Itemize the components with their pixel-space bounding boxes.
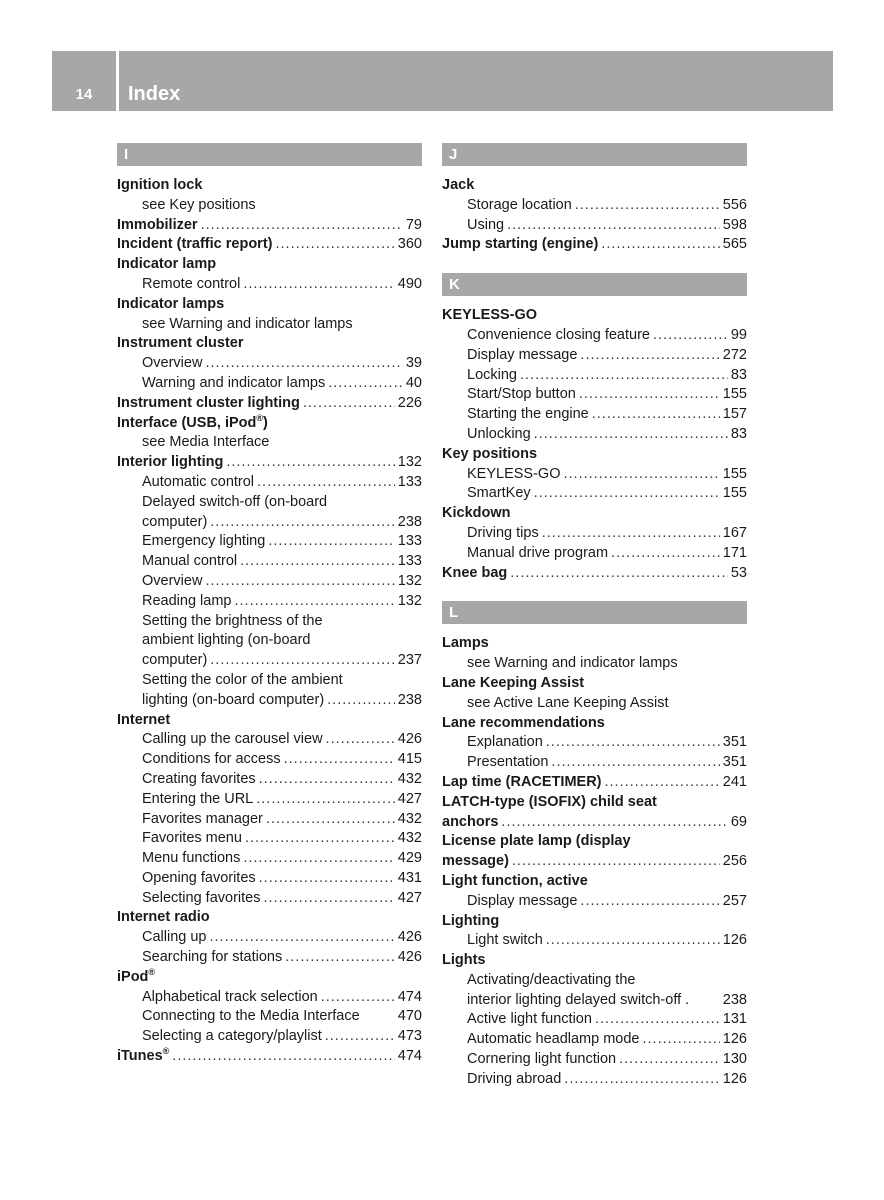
entry-term: Presentation [467,754,549,771]
index-subentry [117,1007,422,1027]
index-subentry [442,196,747,216]
entry-term: Warning and indicator lamps [142,374,326,391]
entry-term: Locking [467,366,517,383]
dot-leader [263,889,394,909]
entry-term: Using [467,216,505,233]
page-ref: 171 [722,544,747,561]
index-subentry [442,892,747,912]
dot-leader [534,484,720,504]
entry-term: Overview [142,355,203,372]
page-ref: 131 [722,1011,747,1028]
entry-term: Display message [467,892,578,909]
page-ref: 132 [397,592,422,609]
page-ref: 155 [722,386,747,403]
index-entry [442,912,747,932]
page-ref: 79 [405,216,422,233]
entry-term: Connecting to the Media Interface [142,1008,360,1025]
index-subentry [117,631,422,651]
index-subentry [117,671,422,691]
index-subentry [117,354,422,374]
entry-term: Active light function [467,1011,592,1028]
entry-term: Ignition lock [117,177,203,193]
entry-term: computer) [142,652,208,669]
index-entry [442,504,747,524]
entry-term: Searching for stations [142,949,283,966]
index-entry [117,1047,422,1067]
index-subentry [442,425,747,445]
index-entry [117,908,422,928]
index-entry [117,414,422,434]
index-entry [117,334,422,354]
index-entry [117,216,422,236]
index-subentry [117,612,422,632]
dot-leader [619,1050,720,1070]
dot-leader [546,931,720,951]
page-ref: 257 [722,892,747,909]
dot-leader [601,235,720,255]
dot-leader [256,790,395,810]
page-ref: 167 [722,524,747,541]
page-ref: 226 [397,394,422,411]
index-entry [442,445,747,465]
dot-leader [564,1070,719,1090]
page-ref: 427 [397,790,422,807]
entry-term: Instrument cluster lighting [117,394,300,411]
index-subentry [117,572,422,592]
entry-term: Opening favorites [142,869,256,886]
dot-leader [643,1030,720,1050]
dot-leader [579,385,720,405]
entry-term: Remote control [142,275,241,292]
entry-term: Lap time (RACETIMER) [442,773,602,790]
page-ref: 241 [722,773,747,790]
dot-leader [327,691,395,711]
entry-term: Light function, active [442,872,588,889]
dot-leader [234,592,394,612]
dot-leader [243,275,394,295]
dot-leader [592,405,720,425]
page-ref: 238 [722,991,747,1008]
index-subentry [442,654,747,674]
entry-term: LATCH-type (ISOFIX) child seat [442,793,657,810]
index-subentry [117,374,422,394]
index-column-left [117,143,422,1067]
page-ref: 473 [397,1028,422,1045]
entry-term: iPod® [117,967,156,985]
entry-term: Explanation [467,734,543,751]
index-subentry [117,473,422,493]
page-header [52,51,833,111]
index-entry [117,176,422,196]
index-entry [117,711,422,731]
entry-term: Automatic headlamp mode [467,1031,640,1048]
index-subentry [117,849,422,869]
index-subentry [442,326,747,346]
page-ref: 157 [722,406,747,423]
page-ref: 238 [397,513,422,530]
entry-term: Lamps [442,635,489,652]
dot-leader [243,849,394,869]
index-subentry [442,216,747,236]
index-entry [442,674,747,694]
index-entry [117,295,422,315]
dot-leader [551,753,719,773]
index-subentry [442,346,747,366]
page-number: 14 [75,86,93,103]
index-subentry [117,790,422,810]
dot-leader [268,532,394,552]
entry-term: KEYLESS-GO [442,307,538,324]
entry-term: Emergency lighting [142,533,266,550]
entry-term: Reading lamp [142,592,232,609]
index-subentry [442,544,747,564]
entry-term: Setting the brightness of the [142,612,323,629]
page-ref: 256 [722,853,747,870]
index-entry [442,773,747,793]
entry-term: Alphabetical track selection [142,988,318,1005]
page-ref: 415 [397,751,422,768]
page-ref: 598 [722,216,747,233]
index-subentry [117,275,422,295]
entry-term: iTunes® [117,1046,170,1065]
index-entry [442,306,747,326]
entry-term: Interface (USB, iPod®) [117,412,268,431]
dot-leader [226,453,394,473]
entry-term: computer) [142,513,208,530]
index-subentry [117,1027,422,1047]
index-subentry [442,694,747,714]
dot-leader [210,928,395,948]
page-ref: 99 [730,326,747,343]
entry-term: Lane recommendations [442,714,605,731]
entry-term: interior lighting delayed switch-off . [467,991,690,1008]
dot-leader [240,552,395,572]
section-header-i: I [117,143,422,166]
page-ref: 133 [397,533,422,550]
index-subentry [117,988,422,1008]
page-ref: 238 [397,691,422,708]
index-subentry [442,405,747,425]
page-ref: 429 [397,850,422,867]
index-subentry [117,651,422,671]
index-subentry [442,1070,747,1090]
dot-leader [284,750,395,770]
dot-leader [275,235,394,255]
entry-term: Starting the engine [467,406,589,423]
index-subentry [442,366,747,386]
entry-term: Delayed switch-off (on-board [142,493,328,510]
page-ref: 133 [397,553,422,570]
index-subentry [442,524,747,544]
entry-term: Immobilizer [117,216,198,233]
entry-term: see Key positions [142,196,256,213]
entry-term: Knee bag [442,564,508,581]
entry-term: Interior lighting [117,454,224,471]
entry-term: Selecting a category/playlist [142,1028,322,1045]
index-subentry [117,928,422,948]
entry-term: Setting the color of the ambient [142,671,343,688]
entry-term: Entering the URL [142,790,254,807]
dot-leader [210,513,395,533]
page-ref: 130 [722,1051,747,1068]
index-subentry [117,948,422,968]
entry-term: Creating favorites [142,770,256,787]
dot-leader [205,354,402,374]
index-entry [117,235,422,255]
page-ref: 126 [722,932,747,949]
entry-term: Lighting [442,912,500,929]
index-entry [117,968,422,988]
index-entry [442,951,747,971]
entry-term: Indicator lamp [117,256,217,273]
dot-leader [201,216,403,236]
dot-leader [303,394,395,414]
dot-leader [326,730,395,750]
entry-term: Lights [442,952,486,969]
entry-term: Display message [467,346,578,363]
index-subentry [117,810,422,830]
entry-term: Cornering light function [467,1051,617,1068]
entry-term: Automatic control [142,473,255,490]
index-entry [117,453,422,473]
entry-term: message) [442,853,509,870]
dot-leader [512,852,720,872]
entry-term: KEYLESS-GO [467,465,561,482]
index-subentry [442,931,747,951]
index-subentry [442,1030,747,1050]
index-subentry [117,315,422,335]
page-ref: 272 [722,346,747,363]
section-header-l: L [442,601,747,624]
entry-term: Activating/deactivating the [467,971,636,988]
dot-leader [510,564,728,584]
page-ref: 351 [722,734,747,751]
page-ref: 432 [397,830,422,847]
entry-term: Kickdown [442,505,511,522]
page-ref: 470 [397,1008,422,1025]
index-subentry [117,493,422,513]
dot-leader [542,524,720,544]
index-subentry [117,592,422,612]
dot-leader [611,544,720,564]
entry-term: Incident (traffic report) [117,236,273,253]
index-entry [442,832,747,852]
index-subentry [117,433,422,453]
entry-term: Storage location [467,196,572,213]
entry-term: SmartKey [467,485,531,502]
dot-leader [520,366,728,386]
index-subentry [117,532,422,552]
entry-term: Jack [442,177,475,193]
page-ref: 126 [722,1031,747,1048]
page-ref: 83 [730,425,747,442]
dot-leader [245,829,395,849]
index-entry [442,176,747,196]
index-subentry [442,484,747,504]
dot-leader [501,813,727,833]
entry-term: Selecting favorites [142,889,261,906]
page-ref: 426 [397,929,422,946]
index-subentry [442,1010,747,1030]
dot-leader [546,733,720,753]
index-entry [442,852,747,872]
page-ref: 490 [397,275,422,292]
entry-term: see Active Lane Keeping Assist [467,694,669,711]
entry-term: Jump starting (engine) [442,236,599,253]
dot-leader [595,1010,720,1030]
index-subentry [442,753,747,773]
dot-leader [653,326,728,346]
dot-leader [325,1027,395,1047]
index-subentry [442,991,747,1011]
entry-term: Convenience closing feature [467,326,650,343]
page-ref: 474 [397,988,422,1005]
index-subentry [442,385,747,405]
dot-leader [172,1047,395,1067]
index-subentry [117,691,422,711]
page-ref: 431 [397,869,422,886]
index-subentry [117,889,422,909]
dot-leader [534,425,728,445]
page-ref: 132 [397,572,422,589]
dot-leader [580,892,719,912]
entry-term: Favorites menu [142,830,242,847]
index-subentry [442,971,747,991]
entry-term: Overview [142,572,203,589]
dot-leader [210,651,395,671]
entry-term: Driving tips [467,524,539,541]
dot-leader [205,572,394,592]
page-ref: 155 [722,465,747,482]
page-ref: 426 [397,731,422,748]
entry-term: Light switch [467,932,543,949]
entry-term: Start/Stop button [467,386,576,403]
page-ref: 237 [397,652,422,669]
index-subentry [117,869,422,889]
page-ref: 556 [722,196,747,213]
page-ref: 565 [722,236,747,253]
dot-leader [575,196,720,216]
index-entry [442,235,747,255]
section-header-j: J [442,143,747,166]
page-ref: 351 [722,754,747,771]
index-entry [442,813,747,833]
page-ref: 132 [397,454,422,471]
entry-term: Manual drive program [467,544,609,561]
index-subentry [117,770,422,790]
entry-term: Conditions for access [142,751,281,768]
index-entry [442,714,747,734]
dot-leader [563,465,719,485]
index-subentry [117,730,422,750]
index-subentry [442,733,747,753]
dot-leader [259,869,395,889]
index-entry [442,564,747,584]
index-subentry [442,1050,747,1070]
index-subentry [117,829,422,849]
entry-term: lighting (on-board computer) [142,691,325,708]
header-divider [116,51,119,111]
section-header-k: K [442,273,747,296]
entry-term: Favorites manager [142,810,263,827]
entry-term: License plate lamp (display [442,833,631,850]
page-ref: 432 [397,770,422,787]
entry-term: Calling up the carousel view [142,731,323,748]
page-ref: 69 [730,813,747,830]
entry-term: Unlocking [467,425,531,442]
entry-term: Key positions [442,445,538,462]
entry-term: Indicator lamps [117,295,225,312]
entry-term: see Warning and indicator lamps [467,655,678,672]
index-subentry [117,750,422,770]
page-title: Index [128,83,181,105]
page-ref: 432 [397,810,422,827]
page-ref: 427 [397,889,422,906]
page-ref: 126 [722,1070,747,1087]
page-ref: 133 [397,473,422,490]
index-entry [117,394,422,414]
page-ref: 360 [397,236,422,253]
entry-term: Driving abroad [467,1070,562,1087]
dot-leader [321,988,395,1008]
entry-term: see Warning and indicator lamps [142,315,353,332]
entry-term: Calling up [142,929,207,946]
entry-term: Lane Keeping Assist [442,674,585,691]
page-ref: 40 [405,374,422,391]
page-ref: 155 [722,485,747,502]
index-entry [442,872,747,892]
dot-leader [257,473,395,493]
entry-term: anchors [442,813,499,830]
page-ref: 53 [730,564,747,581]
index-entry [442,793,747,813]
dot-leader [580,346,719,366]
index-entry [442,634,747,654]
index-subentry [117,513,422,533]
index-subentry [117,196,422,216]
entry-term: Internet [117,711,171,728]
dot-leader [507,216,720,236]
page-ref: 426 [397,949,422,966]
dot-leader [285,948,395,968]
dot-leader [328,374,403,394]
dot-leader [605,773,720,793]
index-column-right [442,143,747,1090]
entry-term: ambient lighting (on-board [142,632,311,649]
page-ref: 83 [730,366,747,383]
index-subentry [442,465,747,485]
page-ref: 474 [397,1048,422,1065]
entry-term: Manual control [142,553,238,570]
page-ref: 39 [405,355,422,372]
entry-term: see Media Interface [142,434,270,451]
dot-leader [266,810,395,830]
index-subentry [117,552,422,572]
dot-leader [259,770,395,790]
index-entry [117,255,422,275]
entry-term: Menu functions [142,850,241,867]
entry-term: Internet radio [117,909,210,926]
entry-term: Instrument cluster [117,335,244,352]
